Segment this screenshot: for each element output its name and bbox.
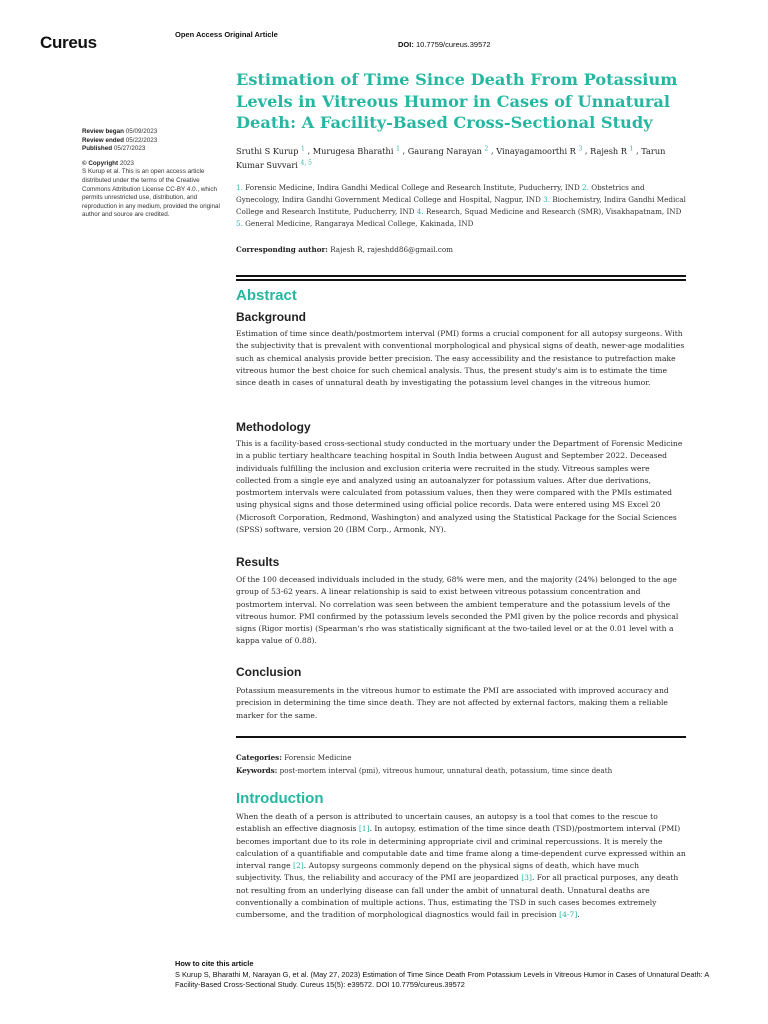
- corresponding-author: Corresponding author: Rajesh R, rajeshdd86@gmail.com: [236, 245, 453, 254]
- author[interactable]: Sruthi S Kurup $^1$: [236, 145, 305, 156]
- author[interactable]: Gaurang Narayan $^2$: [407, 145, 489, 156]
- citation-link[interactable]: [4-7]: [559, 910, 578, 920]
- sidebar: [82, 128, 222, 220]
- background-text: Estimation of time since death/postmortem interval (PMI) forms a crucial component for all autopsy surgeons. With the subjectivity that is prevalent with conventional morphological and physical signs of death, newer-age modalities such as chemical analysis provide better precision. The easy accessibility and the resistance to putrefaction make vitreous humor the best choice for such chemical analysis. Thus, the present study's aim is to estimate the time since death in cases of unnatural death by investigating the potassium level changes in the vitreous humor.: [236, 329, 685, 388]
- author[interactable]: Rajesh R $^1$: [590, 145, 634, 156]
- category-link[interactable]: Forensic Medicine: [284, 753, 352, 762]
- keywords: Keywords: post-mortem interval (pmi), vitreous humour, unnatural death, potassium, time since death: [236, 766, 613, 775]
- affiliation: 3. Biochemistry, Indira Gandhi Medical College and Research Institute, Puducherry, IND: [236, 195, 686, 216]
- author[interactable]: Murugesa Bharathi $^1$: [312, 145, 400, 156]
- author[interactable]: Tarun Kumar Suvvari $^{4, 5}$: [236, 145, 666, 170]
- citation-text: S Kurup S, Bharathi M, Narayan G, et al. (May 27, 2023) Estimation of Time Since Death From Potassium Levels in Vitreous Humor in Cases of Unnatural Death: A Facility-Based Cross-Sectional Study. Cureus 15(5): e39572. DOI 10.7759/cureus.39572: [175, 969, 709, 989]
- article-title: Estimation of Time Since Death From Potassium Levels in Vitreous Humor in Cases of Unnatural Death: A Facility-Based Cross-Sectional Study: [236, 70, 678, 132]
- citation-link[interactable]: [2]: [292, 861, 304, 871]
- citation-link[interactable]: [1]: [358, 824, 370, 834]
- conclusion-text: Potassium measurements in the vitreous humor to estimate the PMI are associated with improved accuracy and precision in determining the time since death. They are not affected by external factors, making them a reliable marker for the same.: [236, 686, 669, 720]
- how-to-cite: [175, 959, 735, 991]
- abstract-heading: Abstract: [236, 287, 297, 304]
- conclusion-heading: Conclusion: [236, 665, 302, 679]
- author[interactable]: Vinayagamoorthi R $^3$: [496, 145, 583, 156]
- review-dates: [82, 128, 222, 154]
- citation-link[interactable]: [3]: [521, 873, 532, 883]
- doi-header: [398, 40, 491, 49]
- journal-logo: Cureus: [40, 33, 97, 52]
- how-to-cite-heading: How to cite this article: [175, 959, 254, 968]
- methodology-text: This is a facility-based cross-sectional study conducted in the mortuary under the Department of Forensic Medicine in a public tertiary healthcare teaching hospital in South India between August and September 2022. Deceased individuals fulfilling the inclusion and exclusion criteria were recruited in the study. Vitreous samples were collected from a single eye and analyzed using an autoanalyzer for potassium values. After due derivations, postmortem intervals were calculated from potassium values, then they were compared with the PMIs estimated using physical signs and those determined using official police records. Data were entered using MS Excel 20 (Microsoft Corporation, Redmond, Washington) and analyzed using the Statistical Package for the Social Sciences (SPSS) software, version 20 (IBM Corp., Armonk, NY).: [236, 439, 683, 535]
- affiliation: 1. Forensic Medicine, Indira Gandhi Medical College and Research Institute, Puducherry, IND: [236, 183, 580, 192]
- results-heading: Results: [236, 555, 280, 569]
- author-list: Sruthi S Kurup $^1$ , Murugesa Bharathi $^1$ , Gaurang Narayan $^2$ , Vinayagamoorthi R $^3$ , Rajesh R $^1$ , Tarun Kumar Suvvari $^{4, 5}$: [236, 145, 666, 170]
- categories: Categories: Forensic Medicine: [236, 753, 352, 762]
- published-date: Published 05/27/2023: [82, 145, 146, 153]
- corresponding-author-contact[interactable]: Rajesh R, rajeshdd86@gmail.com: [330, 245, 453, 254]
- introduction-heading: Introduction: [236, 790, 324, 807]
- background-heading: Background: [236, 310, 307, 324]
- affiliations: [236, 182, 686, 230]
- section-divider: [236, 736, 686, 738]
- article-type: Open Access Original Article: [175, 30, 278, 39]
- doi-label: DOI:: [398, 40, 414, 49]
- license-text: S Kurup et al. This is an open access article distributed under the terms of the Creative Commons Attribution License CC-BY 4.0., which permits unrestricted use, distribution, and reproduction in any medium, provided the original author and source are credited.: [82, 168, 220, 219]
- review-ended: Review ended 05/22/2023: [82, 136, 158, 144]
- methodology-heading: Methodology: [236, 420, 311, 434]
- affiliation: 5. General Medicine, Rangaraya Medical College, Kakinada, IND: [236, 219, 474, 228]
- results-text: Of the 100 deceased individuals included in the study, 68% were men, and the majority (24%) belonged to the age group of 53-62 years. A linear relationship is said to exist between vitreous potassium concentration and postmortem interval. No correlation was seen between the ambient temperature and the potassium levels of the vitreous humor. PMI confirmed by the potassium levels seconded the PMI given by the police records and physical signs (Rigor mortis) (Spearman's rho was statistically significant at the two-tailed level or at the 0.01 level with a kappa value of 0.88).: [236, 575, 679, 646]
- copyright: © Copyright 2023 S Kurup et al. This is an open access article distributed under the terms of the Creative Commons Attribution License CC-BY 4.0., which permits unrestricted use, distribution, and reproduction in any medium, provided the original author and source are credited.: [82, 160, 222, 220]
- affiliation: 4. Research, Squad Medicine and Research (SMR), Visakhapatnam, IND: [416, 207, 682, 216]
- introduction-text: When the death of a person is attributed to uncertain causes, an autopsy is a tool that comes to the rescue to establish an effective diagnosis [1]. In autopsy, estimation of the time since death (TSD)/postmortem interval (PMI) becomes important due to its role in determining appropriate civil and criminal repercussions. It is merely the calculation of a quantifiable and computable date and time frame along a time-dependent curve expressed within an interval range [2]. Autopsy surgeons commonly depend on the physical signs of death, which have much subjectivity. Thus, the reliability and accuracy of the PMI are jeopardized [3]. For all practical purposes, any death not resulting from an underlying disease can fall under the ambit of unnatural death. Unnatural deaths are conventionally a combination of multiple actions. Thus, estimating the TSD in such cases becomes extremely cumbersome, and the tradition of morphological diagnostics would fail in precision [4-7].: [236, 812, 686, 920]
- affiliation: 2. Obstetrics and Gynecology, Indira Gandhi Government Medical College and Hospital, Nagpur, IND: [236, 183, 645, 204]
- review-began: Review began 05/09/2023: [82, 128, 158, 135]
- section-divider: [236, 275, 686, 281]
- doi-value: 10.7759/cureus.39572: [415, 40, 491, 49]
